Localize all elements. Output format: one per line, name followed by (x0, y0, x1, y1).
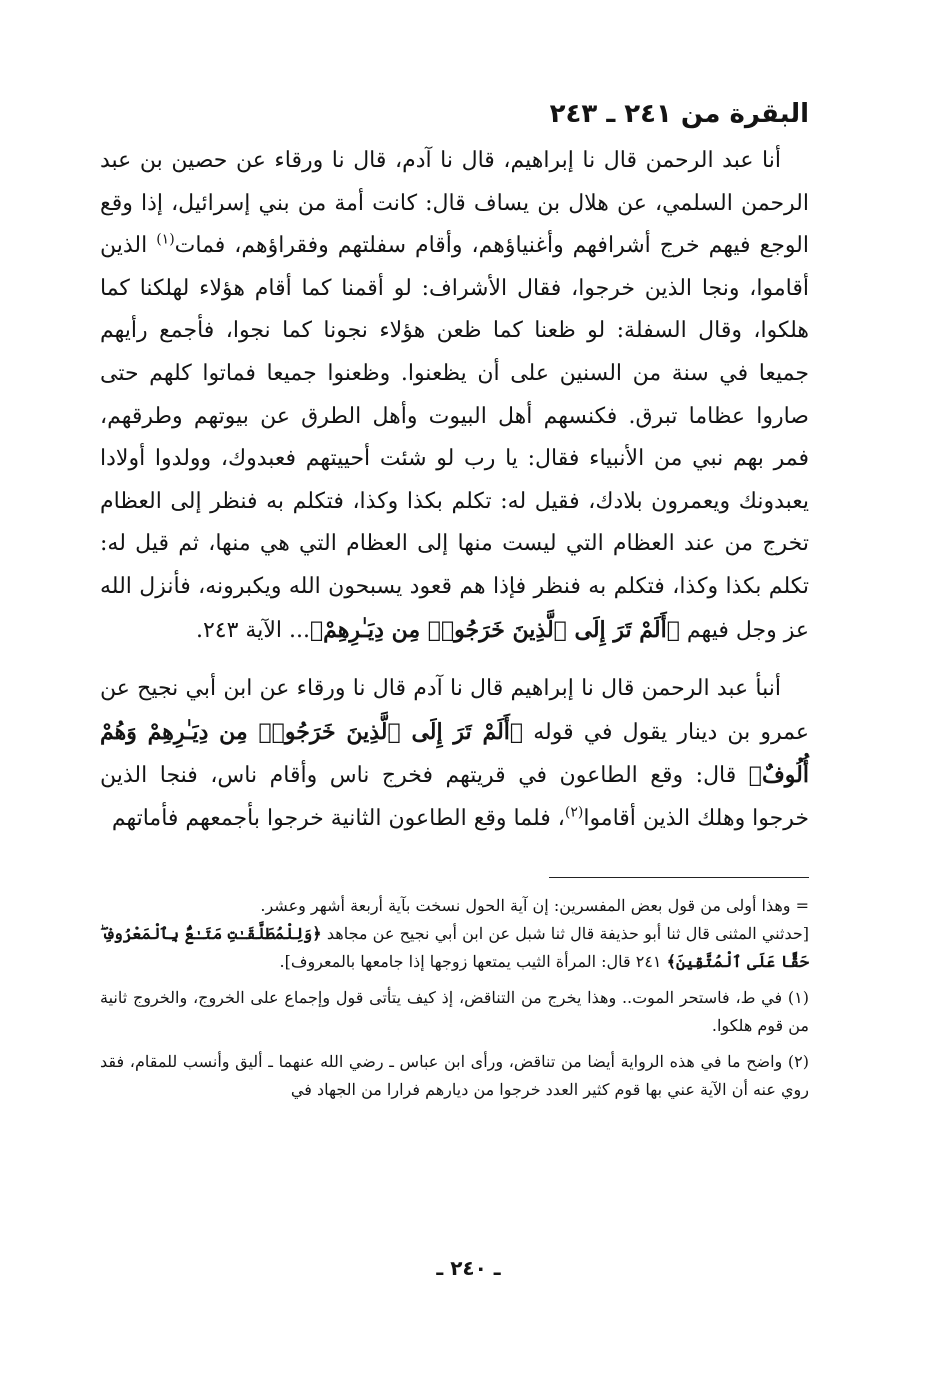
bracket-note-text-b: ٢٤١ قال: المرأة الثيب يمتعها زوجها إذا جامعها بالمعروف]. (279, 951, 667, 971)
paragraph-1 (100, 140, 809, 652)
page-number: ـ ٢٤٠ ـ (436, 1256, 501, 1280)
paragraph-2-text-a: أنبأ عبد الرحمن قال نا إبراهيم قال نا آدم قال نا ورقاء عن ابن أبي نجيح عن عمرو بن دينار يقول في قوله (100, 676, 809, 745)
footnote-2: (٢) واضح ما في هذه الرواية أيضا من تناقض، ورأى ابن عباس ـ رضي الله عنهما ـ أليق وأنسب للمقام، فقد روي عنه أن الآية عني بها قوم كثير العدد خرجوا من ديارهم فرارا من الجهاد في (100, 1051, 809, 1099)
quran-verse-quote-3: ﴿وَلِلْمُطَلَّقَـٰتِ مَتَـٰعٌۢ بِٱلْمَعْرُوفِ ۖ حَقًّا عَلَى ٱلْمُتَّقِينَ﴾ (100, 923, 809, 971)
paragraph-2-text-b: قال: وقع الطاعون في قريتهم فخرج ناس وأقام ناس، فنجا الذين خرجوا وهلك الذين أقاموا (100, 763, 809, 831)
quran-verse-quote-1: ﴿أَلَمْ تَرَ إِلَى ٱلَّذِينَ خَرَجُوا۟ مِن دِيَـٰرِهِمْ﴾ (309, 616, 680, 643)
paragraph-1-text-b: الذين أقاموا، ونجا الذين خرجوا، فقال الأشراف: لو أقمنا كما أقام هؤلاء لهلكنا كما هلكوا، وقال السفلة: لو ظعنا كما ظعن هؤلاء نجونا كما نجوا، فأجمع رأيهم جميعا في سنة من السنين على أن يظعنوا. وظعنوا جميعا فماتوا كلهم حتى صاروا عظاما تبرق. فكنسهم أهل البيوت وأهل الطرق عن بيوتهم وطرقهم، فمر بهم نبي من الأنبياء فقال: يا رب لو شئت أحييتهم فعبدوك، وولدوا أولادا يعبدونك ويعمرون بلادك، فقيل له: تكلم بكذا وكذا، فتكلم به فنظر إلى العظام تخرج من عند العظام التي ليست منها إلى العظام التي هي منها، ثم قيل له: تكلم بكذا وكذا، فتكلم به فنظر فإذا هم قعود يسبحون الله ويكبرونه، فأنزل الله عز وجل فيهم (100, 233, 809, 643)
book-page (100, 92, 809, 1383)
paragraph-2 (100, 668, 809, 840)
footnote-reference-1: (١) (156, 231, 175, 248)
footnote-1: (١) في ط، فاستحر الموت.. وهذا يخرج من التناقض، إذ كيف يتأتى قول وإجماع على الخروج، والخروج ثانية من قوم هلكوا. (100, 987, 809, 1035)
footnotes (100, 892, 809, 1104)
running-head: البقرة من ٢٤١ ـ ٢٤٣ (549, 99, 809, 129)
footnote-reference-2: (٢) (564, 804, 584, 821)
bracket-note-text-a: [حدثني المثنى قال ثنا أبو حذيفة قال ثنا شبل عن ابن أبي نجيح عن مجاهد (321, 923, 809, 943)
paragraph-1-text-c: ... الآية ٢٤٣. (195, 617, 310, 643)
main-text (100, 140, 809, 841)
footnote-bracket-note (100, 920, 809, 976)
footnote-separator (549, 877, 809, 878)
quran-verse-quote-2: ﴿أَلَمْ تَرَ إِلَى ٱلَّذِينَ خَرَجُوا۟ مِن دِيَـٰرِهِمْ وَهُمْ أُلُوفٌ﴾ (100, 718, 809, 789)
paragraph-2-text-c: ، فلما وقع الطاعون الثانية خرجوا بأجمعهم فأماتهم (111, 805, 565, 831)
paragraph-1-text-a: أنا عبد الرحمن قال نا إبراهيم، قال نا آدم، قال نا ورقاء عن حصين بن عبد الرحمن السلمي، عن هلال بن يساف قال: كانت أمة من بني إسرائيل، إذا وقع الوجع فيهم خرج أشرافهم وأغنياؤهم، وأقام سفلتهم وفقراؤهم، فمات (100, 148, 809, 259)
footnote-continued: = وهذا أولى من قول بعض المفسرين: إن آية الحول نسخت بآية أربعة أشهر وعشر. (260, 895, 809, 915)
